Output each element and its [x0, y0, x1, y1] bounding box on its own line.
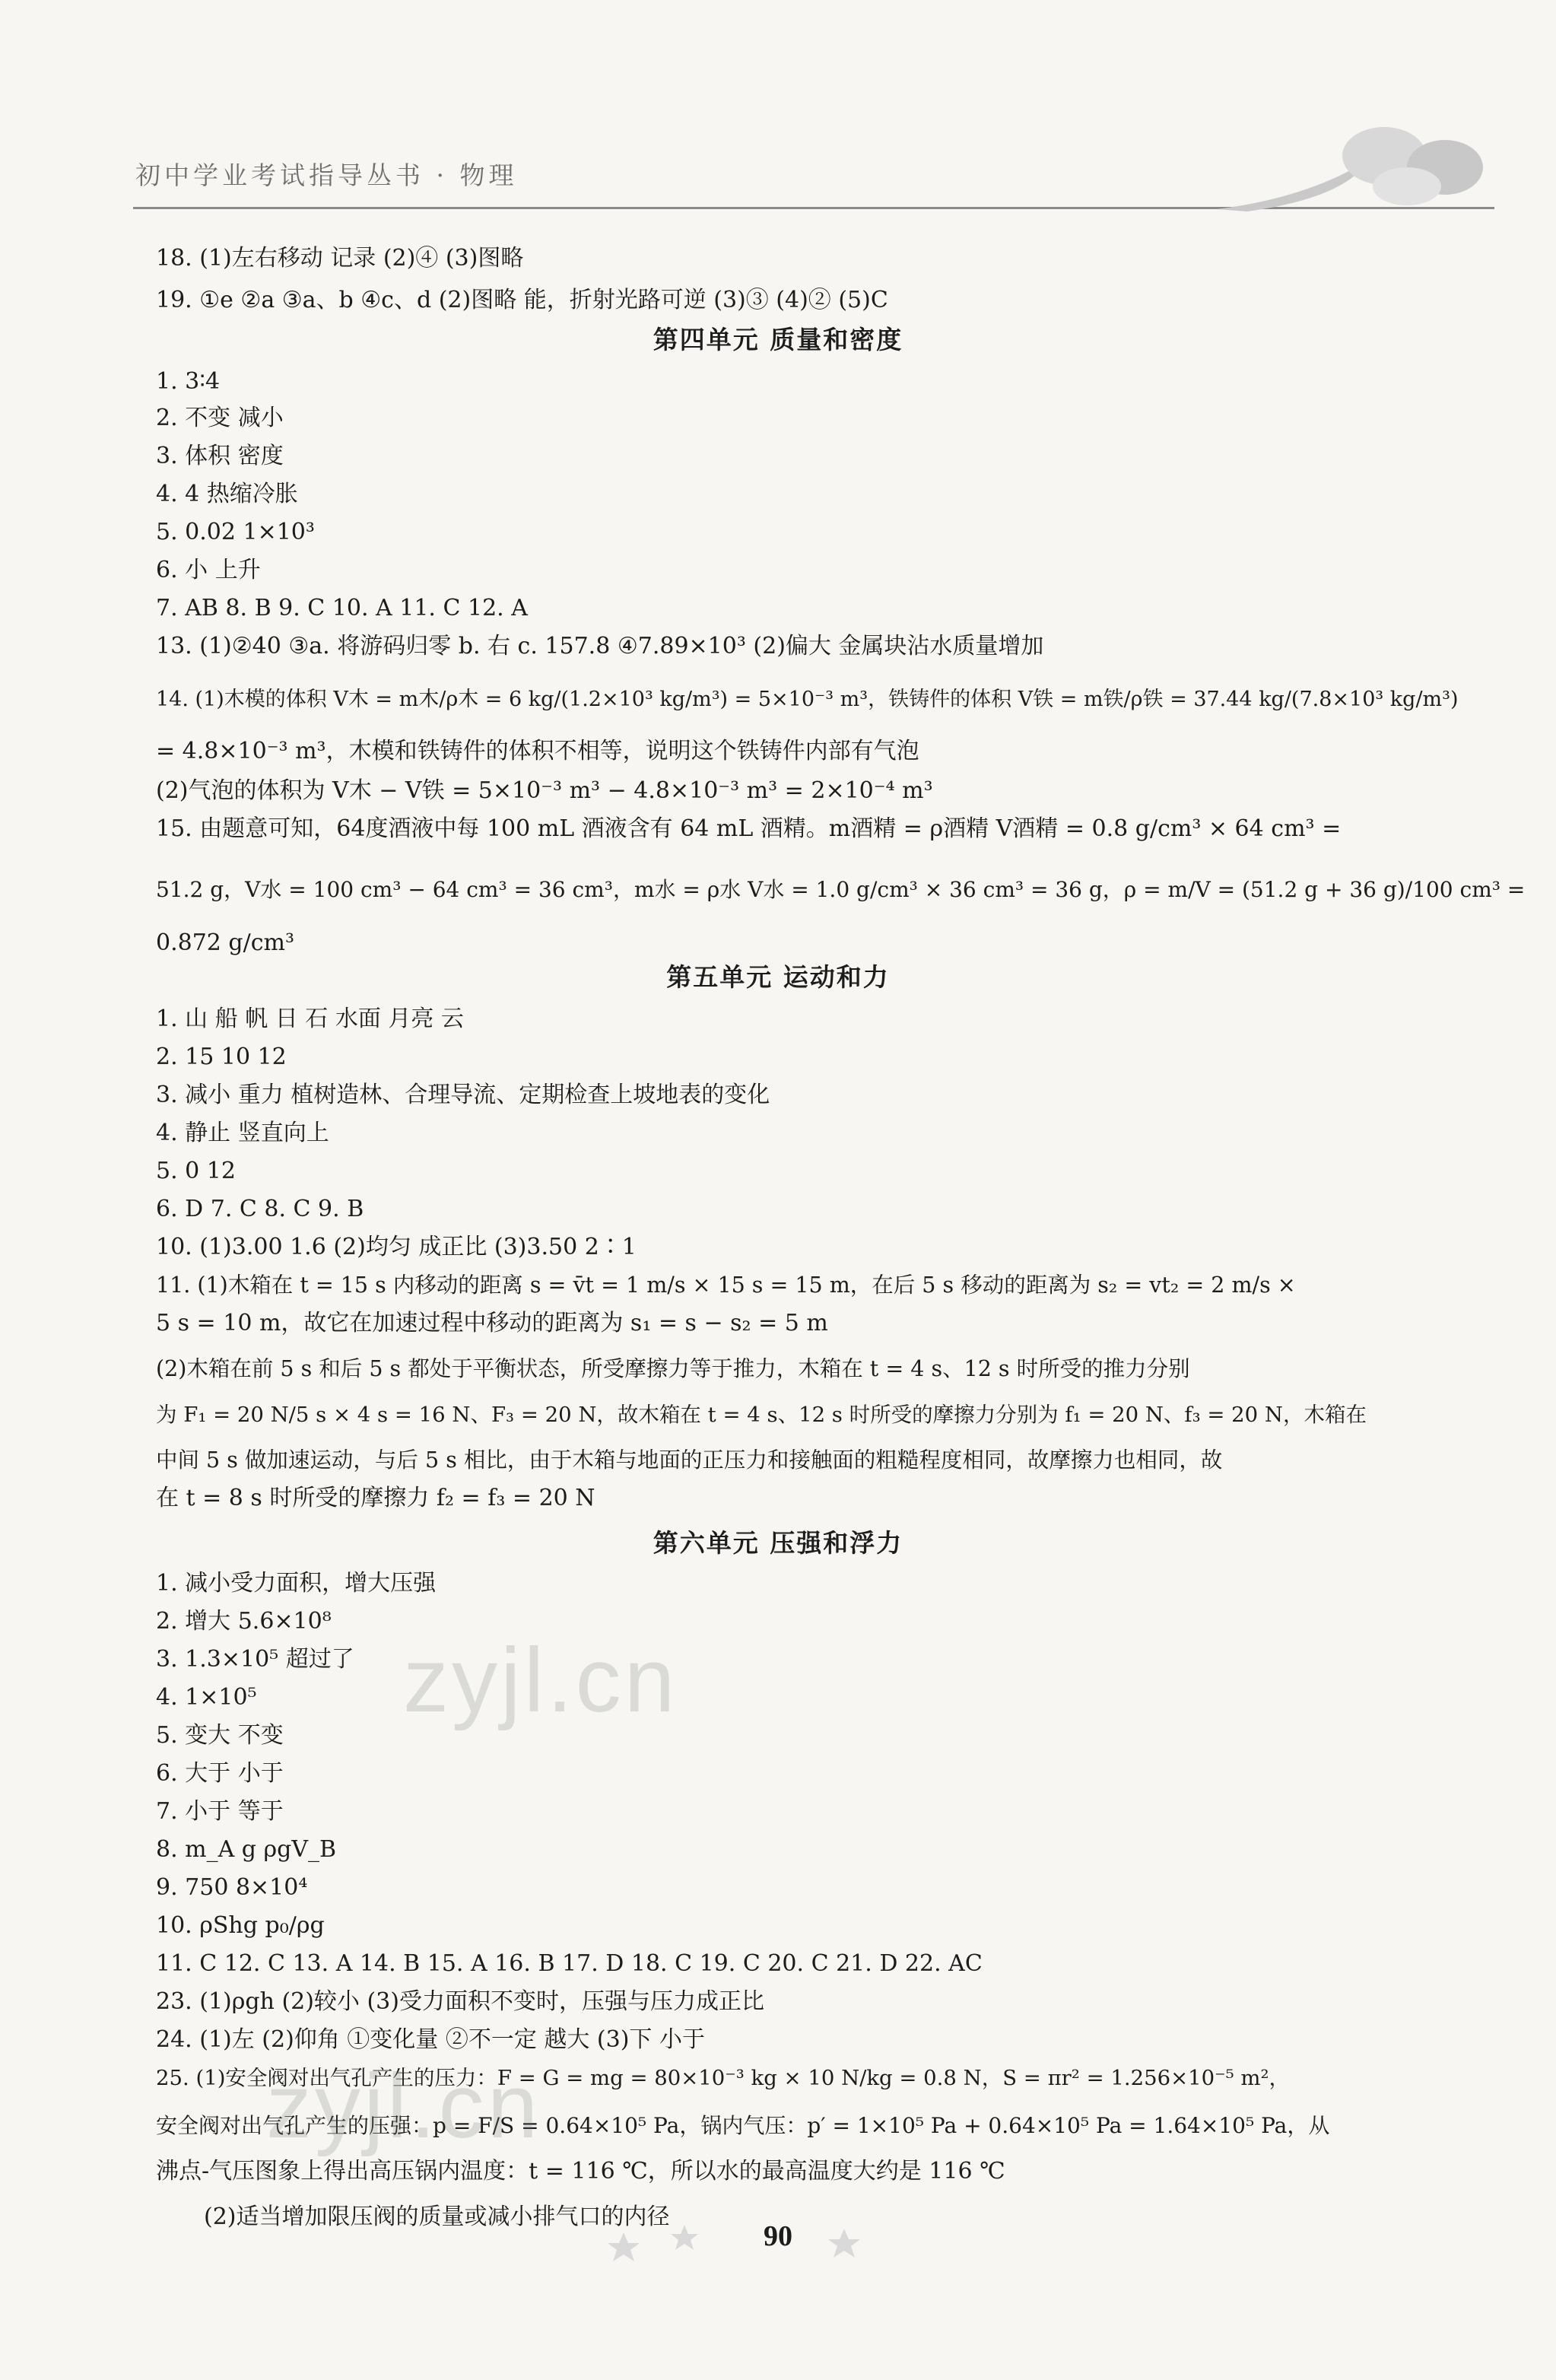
answer-line: 51.2 g，V水 = 100 cm³ − 64 cm³ = 36 cm³，m水 = ρ水 V水 = 1.0 g/cm³ × 36 cm³ = 36 g，ρ = m/V = (51.2 g + 36 g)/100 cm³ =	[156, 877, 1526, 902]
answer-line: 5. 0 12	[156, 1158, 236, 1184]
watermark: zyjl.cn	[403, 1629, 678, 1731]
answer-line: 6. 大于 小于	[156, 1760, 284, 1787]
answer-line: 5. 变大 不变	[156, 1722, 284, 1749]
answer-line: 3. 体积 密度	[156, 443, 284, 469]
answer-line: 1. 减小受力面积，增大压强	[156, 1570, 437, 1597]
answer-line: 3. 1.3×10⁵ 超过了	[156, 1646, 354, 1673]
answer-line: 15. 由题意可知，64度酒液中每 100 mL 酒液含有 64 mL 酒精。m酒精 = ρ酒精 V酒精 = 0.8 g/cm³ × 64 cm³ =	[156, 815, 1342, 842]
answer-line: 1. 3∶4	[156, 368, 221, 395]
answer-line: (2)木箱在前 5 s 和后 5 s 都处于平衡状态，所受摩擦力等于推力，木箱在 t = 4 s、12 s 时所受的推力分别	[156, 1356, 1190, 1381]
unit-heading: 第六单元 压强和浮力	[653, 1528, 903, 1558]
answer-line: 13. (1)②40 ③a. 将游码归零 b. 右 c. 157.8 ④7.89×10³ (2)偏大 金属块沾水质量增加	[156, 633, 1044, 659]
answer-line: 8. m_A g ρgV_B	[156, 1836, 337, 1863]
answer-line: 4. 1×10⁵	[156, 1684, 257, 1711]
answer-line: (2)气泡的体积为 V木 − V铁 = 5×10⁻³ m³ − 4.8×10⁻³ m³ = 2×10⁻⁴ m³	[156, 777, 933, 804]
answer-line: 10. (1)3.00 1.6 (2)均匀 成正比 (3)3.50 2∶1	[156, 1234, 637, 1260]
unit-heading: 第五单元 运动和力	[666, 962, 890, 992]
answer-line: 4. 静止 竖直向上	[156, 1120, 329, 1146]
answer-line: 6. 小 上升	[156, 557, 261, 583]
watermark: zyjl.cn	[266, 2055, 541, 2157]
answer-line: 18. (1)左右移动 记录 (2)④ (3)图略	[156, 245, 524, 272]
answer-line: 11. (1)木箱在 t = 15 s 内移动的距离 s = v̄t = 1 m/s × 15 s = 15 m，在后 5 s 移动的距离为 s₂ = vt₂ = 2 m/s ×	[156, 1273, 1296, 1298]
answer-line: 23. (1)ρgh (2)较小 (3)受力面积不变时，压强与压力成正比	[156, 1988, 764, 2015]
answer-line: 沸点-气压图象上得出高压锅内温度：t = 116 ℃，所以水的最高温度大约是 116 ℃	[156, 2158, 1005, 2185]
page-number: 90	[764, 2220, 792, 2252]
answer-line: 19. ①e ②a ③a、b ④c、d (2)图略 能，折射光路可逆 (3)③ (4)② (5)C	[156, 287, 888, 313]
answer-line: 0.872 g/cm³	[156, 929, 295, 956]
answer-line: 5 s = 10 m，故它在加速过程中移动的距离为 s₁ = s − s₂ = 5 m	[156, 1310, 828, 1336]
answer-line: 2. 15 10 12	[156, 1044, 287, 1070]
answer-line: 在 t = 8 s 时所受的摩擦力 f₂ = f₃ = 20 N	[156, 1485, 595, 1511]
answer-line: 6. D 7. C 8. C 9. B	[156, 1196, 364, 1222]
answer-line: 7. 小于 等于	[156, 1798, 284, 1825]
answer-line: 中间 5 s 做加速运动，与后 5 s 相比，由于木箱与地面的正压力和接触面的粗糙程度相同，故摩擦力也相同，故	[156, 1447, 1223, 1473]
answer-line: 安全阀对出气孔产生的压强：p = F/S = 0.64×10⁵ Pa，锅内气压：p′ = 1×10⁵ Pa + 0.64×10⁵ Pa = 1.64×10⁵ Pa，从	[156, 2113, 1330, 2138]
answer-line: 为 F₁ = 20 N/5 s × 4 s = 16 N、F₃ = 20 N，故木箱在 t = 4 s、12 s 时所受的摩擦力分别为 f₁ = 20 N、f₃ = 20 N，木箱在	[156, 1403, 1367, 1427]
answer-line: 10. ρShg p₀/ρg	[156, 1912, 325, 1939]
answer-line: (2)适当增加限压阀的质量或减小排气口的内径	[204, 2204, 670, 2230]
answer-line: 11. C 12. C 13. A 14. B 15. A 16. B 17. D 18. C 19. C 20. C 21. D 22. AC	[156, 1950, 983, 1977]
answer-line: 2. 不变 减小	[156, 405, 284, 431]
unit-heading: 第四单元 质量和密度	[653, 325, 903, 354]
answer-line: 2. 增大 5.6×10⁸	[156, 1608, 332, 1635]
answer-line: 3. 减小 重力 植树造林、合理导流、定期检查上坡地表的变化	[156, 1082, 770, 1108]
answer-line: 1. 山 船 帆 日 石 水面 月亮 云	[156, 1006, 464, 1032]
answer-line: 25. (1)安全阀对出气孔产生的压力：F = G = mg = 80×10⁻³ kg × 10 N/kg = 0.8 N，S = πr² = 1.256×10⁻⁵ m²，	[156, 2066, 1291, 2090]
answer-line: = 4.8×10⁻³ m³，木模和铁铸件的体积不相等，说明这个铁铸件内部有气泡	[156, 738, 919, 764]
answer-line: 5. 0.02 1×10³	[156, 519, 315, 545]
header-title: 初中学业考试指导丛书 · 物理	[135, 160, 518, 190]
header-decoration-icon	[1217, 114, 1491, 213]
answer-line: 14. (1)木模的体积 V木 = m木/ρ木 = 6 kg/(1.2×10³ kg/m³) = 5×10⁻³ m³，铁铸件的体积 V铁 = m铁/ρ铁 = 37.44 kg/(7.8×10³ kg/m³)	[156, 688, 1459, 711]
answer-line: 4. 4 热缩冷胀	[156, 481, 298, 507]
answer-line: 9. 750 8×10⁴	[156, 1874, 308, 1901]
answer-line: 7. AB 8. B 9. C 10. A 11. C 12. A	[156, 595, 528, 621]
answer-line: 24. (1)左 (2)仰角 ①变化量 ②不一定 越大 (3)下 小于	[156, 2026, 705, 2053]
